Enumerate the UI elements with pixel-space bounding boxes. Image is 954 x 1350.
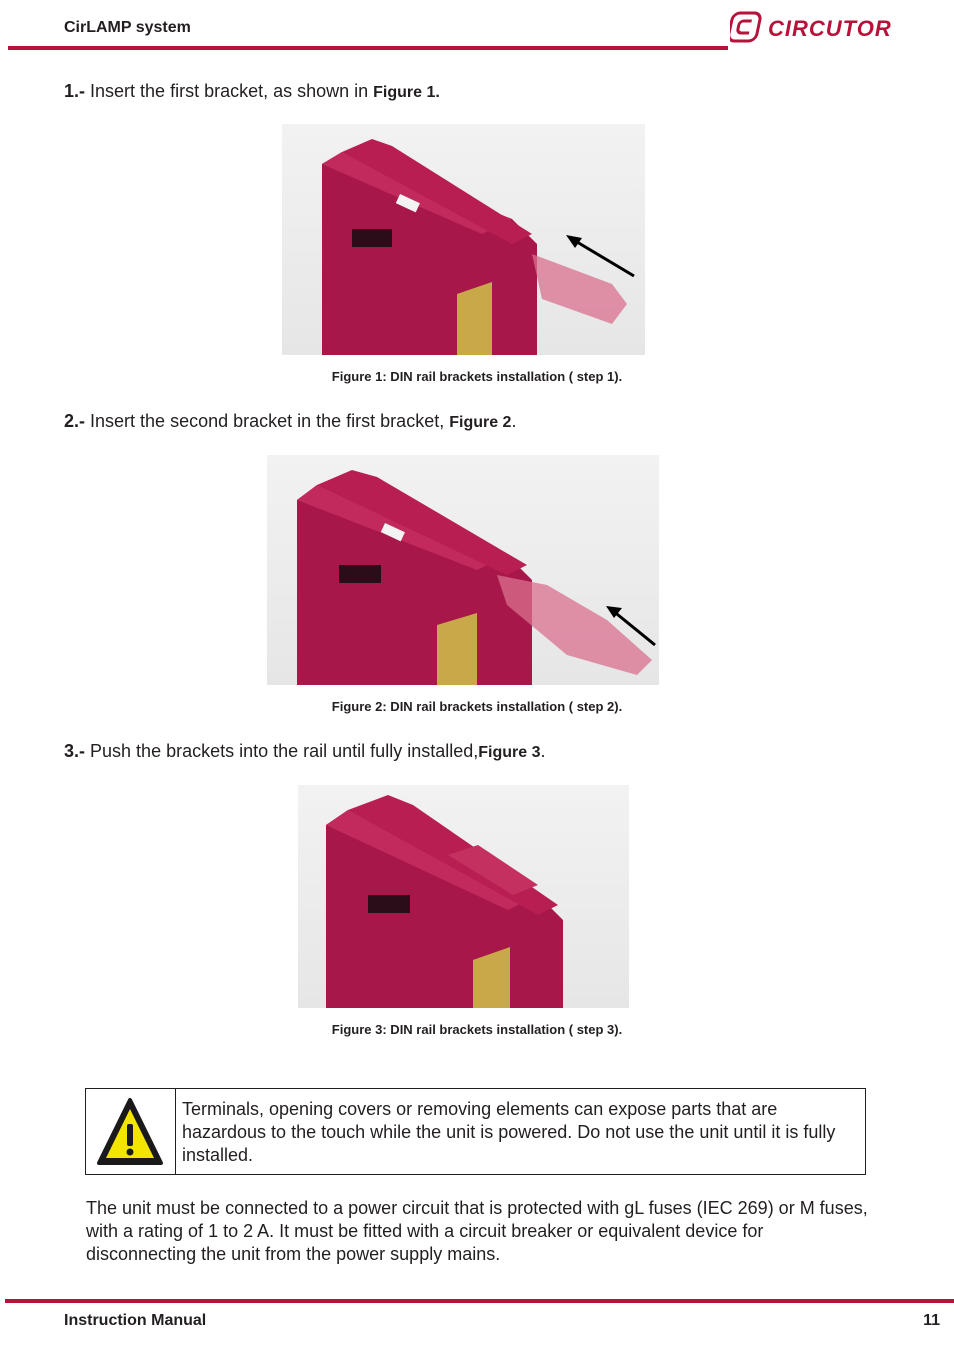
figure-3-photo [298, 785, 629, 1008]
figure-3-caption: Figure 3: DIN rail brackets installation ( step 3). [331, 1022, 623, 1037]
step-2 [64, 411, 516, 432]
figure-reference[interactable]: Figure 3 [478, 744, 541, 761]
step-tail: . [540, 741, 546, 761]
header-rule [8, 46, 728, 50]
step-number: 1.- [64, 81, 86, 101]
warning-box [85, 1088, 866, 1175]
fuse-note: The unit must be connected to a power circuit that is protected with gL fuses (IEC 269) or M fuses, with a rating of 1 to 2 A. It must be fitted with a circuit breaker or equivalent device for disconnecting the unit from the power supply mains. [86, 1198, 868, 1264]
warning-icon-cell [86, 1089, 176, 1174]
step-text: Insert the second bracket in the first bracket, [90, 411, 450, 431]
running-header-title: CirLAMP system [64, 19, 191, 36]
circutor-logo [730, 10, 910, 44]
figure-1-caption: Figure 1: DIN rail brackets installation ( step 1). [331, 369, 623, 384]
page-number: 11 [923, 1312, 940, 1329]
footer-manual-title: Instruction Manual [64, 1312, 207, 1329]
figure-reference[interactable]: Figure 2 [449, 414, 512, 431]
step-tail: . [511, 411, 517, 431]
figure-2-photo [267, 455, 659, 685]
step-text: Insert the first bracket, as shown in [90, 81, 374, 101]
warning-triangle-icon [86, 1089, 175, 1174]
brand-name: CIRCUTOR [768, 16, 892, 41]
step-text: Push the brackets into the rail until fully installed, [90, 741, 479, 761]
warning-text: Terminals, opening covers or removing elements can expose parts that are hazardous to the touch while the unit is powered. Do not use the unit until it is fully installed. [182, 1099, 836, 1165]
logo-c-icon [730, 13, 761, 41]
footer-rule [5, 1299, 954, 1303]
figure-2-caption: Figure 2: DIN rail brackets installation ( step 2). [331, 699, 623, 714]
step-1 [64, 81, 440, 102]
figure-reference[interactable]: Figure 1. [373, 84, 440, 101]
step-3 [64, 741, 546, 762]
step-number: 2.- [64, 411, 86, 431]
figure-1-photo [282, 124, 645, 355]
step-number: 3.- [64, 741, 86, 761]
